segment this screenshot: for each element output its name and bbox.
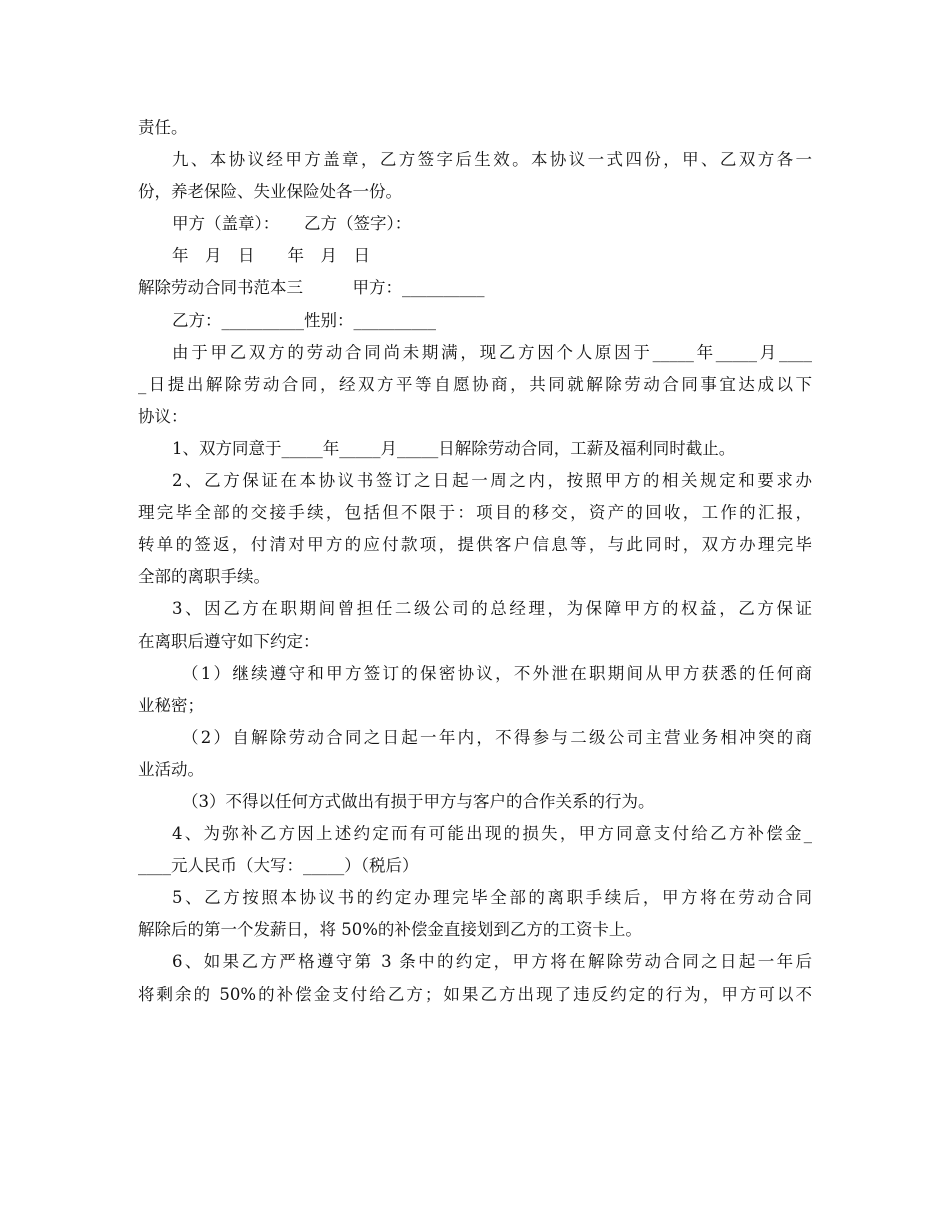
text-line: 协议： bbox=[138, 406, 188, 426]
text-line: 转单的签返，付清对甲方的应付款项，提供客户信息等，与此同时，双方办理完毕 bbox=[138, 535, 812, 555]
text-line: 4、为弥补乙方因上述约定而有可能出现的损失，甲方同意支付给乙方补偿金_ bbox=[172, 824, 812, 844]
text-line: 全部的离职手续。 bbox=[138, 567, 270, 587]
text-line: 3、因乙方在职期间曾担任二级公司的总经理，为保障甲方的权益，乙方保证 bbox=[172, 599, 812, 619]
text-line: 理完毕全部的交接手续，包括但不限于：项目的移交，资产的回收，工作的汇报， bbox=[138, 503, 812, 523]
text-line: ____元人民币（大写：_____）（税后） bbox=[138, 856, 419, 876]
text-line: 份，养老保险、失业保险处各一份。 bbox=[138, 182, 402, 202]
text-line: 责任。 bbox=[138, 118, 188, 137]
text-line: 解除劳动合同书范本三 甲方：__________ bbox=[138, 278, 485, 298]
text-line: 乙方：__________性别：__________ bbox=[172, 310, 436, 330]
text-line: （2）自解除劳动合同之日起一年内，不得参与二级公司主营业务相冲突的商 bbox=[182, 727, 812, 747]
text-line: 甲方（盖章）： 乙方（签字）： bbox=[172, 214, 412, 234]
document-page bbox=[138, 112, 812, 1011]
text-line: 6、如果乙方严格遵守第 3 条中的约定，甲方将在解除劳动合同之日起一年后 bbox=[172, 952, 812, 972]
text-line: （1）继续遵守和甲方签订的保密协议，不外泄在职期间从甲方获悉的任何商 bbox=[182, 663, 812, 683]
text-line: 在离职后遵守如下约定： bbox=[138, 631, 320, 651]
text-line: 年 月 日 年 月 日 bbox=[172, 246, 370, 266]
text-line: 业秘密； bbox=[138, 695, 204, 715]
text-line: 由于甲乙双方的劳动合同尚未期满，现乙方因个人原因于_____年_____月____ bbox=[172, 342, 812, 362]
text-line: 5、乙方按照本协议书的约定办理完毕全部的离职手续后，甲方将在劳动合同 bbox=[172, 888, 812, 908]
text-line: 业活动。 bbox=[138, 759, 204, 779]
text-line: 2、乙方保证在本协议书签订之日起一周之内，按照甲方的相关规定和要求办 bbox=[172, 471, 812, 491]
text-line: _日提出解除劳动合同，经双方平等自愿协商，共同就解除劳动合同事宜达成以下 bbox=[138, 374, 812, 394]
text-line: 九、本协议经甲方盖章，乙方签字后生效。本协议一式四份，甲、乙双方各一 bbox=[172, 150, 812, 170]
text-line: 将剩余的 50%的补偿金支付给乙方；如果乙方出现了违反约定的行为，甲方可以不 bbox=[138, 984, 812, 1004]
text-line: 1、双方同意于_____年_____月_____日解除劳动合同，工薪及福利同时截止。 bbox=[172, 438, 736, 458]
text-line: （3）不得以任何方式做出有损于甲方与客户的合作关系的行为。 bbox=[182, 791, 655, 811]
text-line: 解除后的第一个发薪日，将 50%的补偿金直接划到乙方的工资卡上。 bbox=[138, 920, 642, 940]
